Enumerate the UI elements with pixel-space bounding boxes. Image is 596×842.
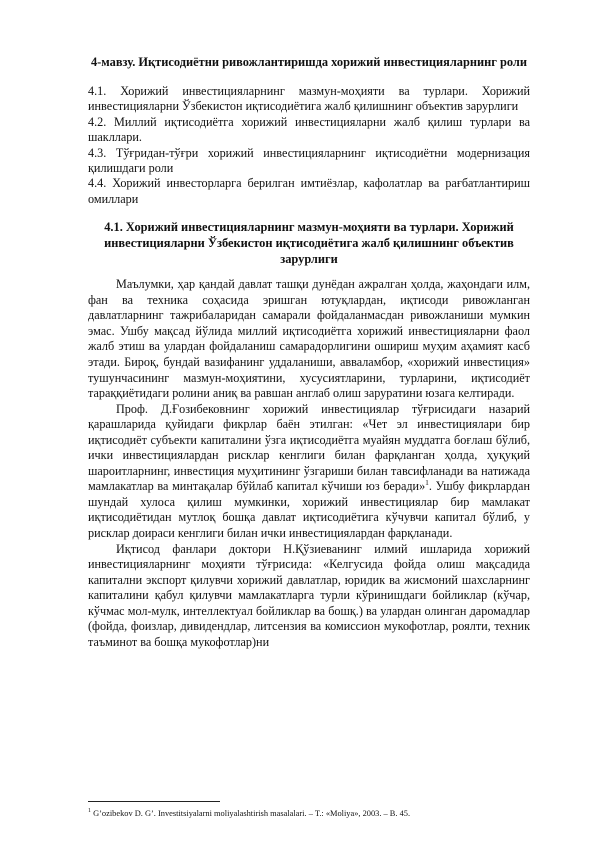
body-text xyxy=(88,277,530,650)
paragraph-2-main: Проф. Д.Ғозибековнинг хорижий инвестициялар тўғрисидаги назарий қарашларида қуйидаги фикрлар баён этилган: «Чет эл инвестициялари бир иқтисодиёт субъекти капиталини ўзга иқтисодиётга муайян муддатга боғлаш бўлиб, ички инвестициялардан рисклар кенглиги билан фарқланган ҳолда, ҳуқуқий шароитларнинг, инвестиция муҳитининг ўзгариши билан тавсифланади ва натижада мамлакатлар ва минтақалар бўйлаб капитал кўчиши юз беради» xyxy=(88,401,530,494)
footnote xyxy=(88,808,530,819)
page-title: 4-мавзу. Иқтисодиётни ривожлантиришда хорижий инвестицияларнинг роли xyxy=(90,55,528,69)
footnote-ref: 1 xyxy=(425,478,429,488)
footnote-marker: 1 xyxy=(88,808,91,815)
paragraph-1: Маълумки, ҳар қандай давлат ташқи дунёдан ажралган ҳолда, жаҳондаги илм, фан ва техника соҳасида эришган ютуқлардан, иқтисоди ривожланган давлатларнинг тажрибаларидан самарали фойдаланмасдан ривожланиши мумкин эмас. Ушбу мақсад йўлида миллий иқтисодиётга хорижий инвестицияларни фаол жалб этиш ва улардан фойдаланиш самарадорлигини ошириш муҳим аҳамият касб этади. Бироқ, бундай вазифанинг уддаланиши, авваламбор, «хорижий инвестиция» тушунчасининг мазмун-моҳиятини, хусусиятларини, турларини, иқтисодиёт тараққиётидаги ролини аниқ ва равшан англаб олиш заруратини юзага келтиради. xyxy=(88,277,530,401)
footnote-divider xyxy=(88,801,220,802)
toc-item-4-4: 4.4. Хорижий инвесторларга берилган имтиёзлар, кафолатлар ва рағбатлантириш омиллари xyxy=(88,176,530,206)
toc-item-4-1: 4.1. Хорижий инвестицияларнинг мазмун-моҳияти ва турлари. Хорижий инвестицияларни Ўзбекистон иқтисодиётига жалб қилишнинг объектив зарурлиги xyxy=(88,84,530,114)
paragraph-2 xyxy=(88,402,530,542)
toc-item-4-3: 4.3. Тўғридан-тўғри хорижий инвестицияларнинг иқтисодиётни модернизация қилишдаги роли xyxy=(88,145,530,176)
section-heading: 4.1. Хорижий инвестицияларнинг мазмун-моҳияти ва турлари. Хорижий инвестицияларни Ўзбекистон иқтисодиётига жалб қилишнинг объектив зарурлиги xyxy=(104,220,514,267)
table-of-contents xyxy=(88,84,530,207)
paragraph-3: Иқтисод фанлари доктори Н.Қўзиеванинг илмий ишларида хорижий инвестицияларнинг моҳияти тўғрисида: «Келгусида фойда олиш мақсадида капитални экспорт қилувчи хорижий давлатлар, юридик ва жисмоний шахсларнинг капиталини қабул қилувчи мамлакатларга турли кўринишдаги бойликлар (кўчар, кўчмас мол-мулк, интеллектуал бойликлар ва бошқ.) ва улардан олинган даромадлар (фойда, фоизлар, дивидендлар, литсензия ва комиссион мукофотлар, роялти, техник таъминот ва бошқа мукофотлар)ни xyxy=(88,541,530,649)
paragraph-2-tail: . Ушбу фикрлардан шундай хулоса қилиш мумкинки, хорижий инвестициялар бир мамлакат иқтисодиётидан мутлоқ бошқа давлат иқтисодиётига кўчувчи капитал бўлиб, у рисклар доираси кенглиги билан ички инвестициялардан фарқланади. xyxy=(88,479,530,540)
toc-item-4-2: 4.2. Миллий иқтисодиётга хорижий инвестицияларни жалб қилиш турлари ва шакллари. xyxy=(88,114,530,145)
footnote-text: G’ozibekov D. G’. Investitsiyalarni moliyalashtirish masalalari. – T.: «Moliya», 2003. – B. 45. xyxy=(91,809,411,818)
